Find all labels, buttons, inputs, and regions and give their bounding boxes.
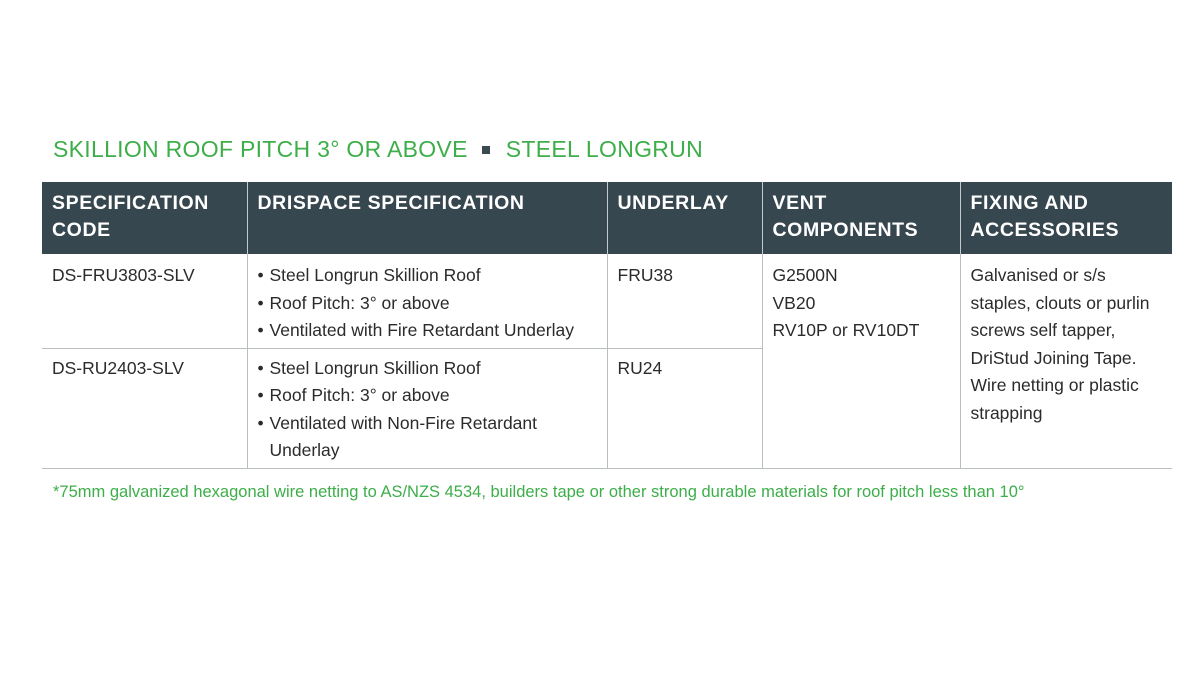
table-header-row [42,182,1172,254]
header-drispace-specification: DRISPACE SPECIFICATION [247,182,607,254]
header-underlay: UNDERLAY [607,182,762,254]
underlay-cell: FRU38 [607,254,762,348]
fixing-accessories-cell: Galvanised or s/s staples, clouts or purlin screws self tapper, DriStud Joining Tape. Wire netting or plastic strapping [960,254,1172,468]
spec-code-cell: DS-FRU3803-SLV [52,265,195,285]
footnote: *75mm galvanized hexagonal wire netting to AS/NZS 4534, builders tape or other strong durable materials for roof pitch less than 10° [53,483,1025,501]
table-row [42,254,1172,348]
list-item: • Steel Longrun Skillion Roof [258,262,599,290]
list-item: • Steel Longrun Skillion Roof [258,355,599,383]
square-separator-icon [482,146,490,154]
spec-bullet-list [258,355,599,465]
vent-component: G2500N [772,265,838,285]
section-heading [53,134,703,164]
list-item: • Ventilated with Fire Retardant Underlay [258,317,599,345]
heading-material: STEEL LONGRUN [505,136,704,162]
vent-component: RV10P or RV10DT [772,320,920,340]
specification-table [42,182,1172,469]
spec-bullet-list [258,262,599,345]
list-item: • Roof Pitch: 3° or above [258,290,599,318]
heading-roof-type: SKILLION ROOF PITCH 3° OR ABOVE [53,136,468,162]
vent-component: VB20 [772,292,816,313]
list-item: • Ventilated with Non-Fire Retardant Underlay [258,410,599,465]
list-item: • Roof Pitch: 3° or above [258,382,599,410]
spec-description-cell [247,348,607,468]
underlay-cell: RU24 [607,348,762,468]
spec-code-cell: DS-RU2403-SLV [42,348,247,468]
header-specification-code: SPECIFICATION CODE [42,182,247,254]
vent-components-cell [762,254,960,468]
spec-description-cell [247,254,607,348]
header-vent-components: VENT COMPONENTS [762,182,960,254]
header-fixing-accessories: FIXING AND ACCESSORIES [960,182,1172,254]
